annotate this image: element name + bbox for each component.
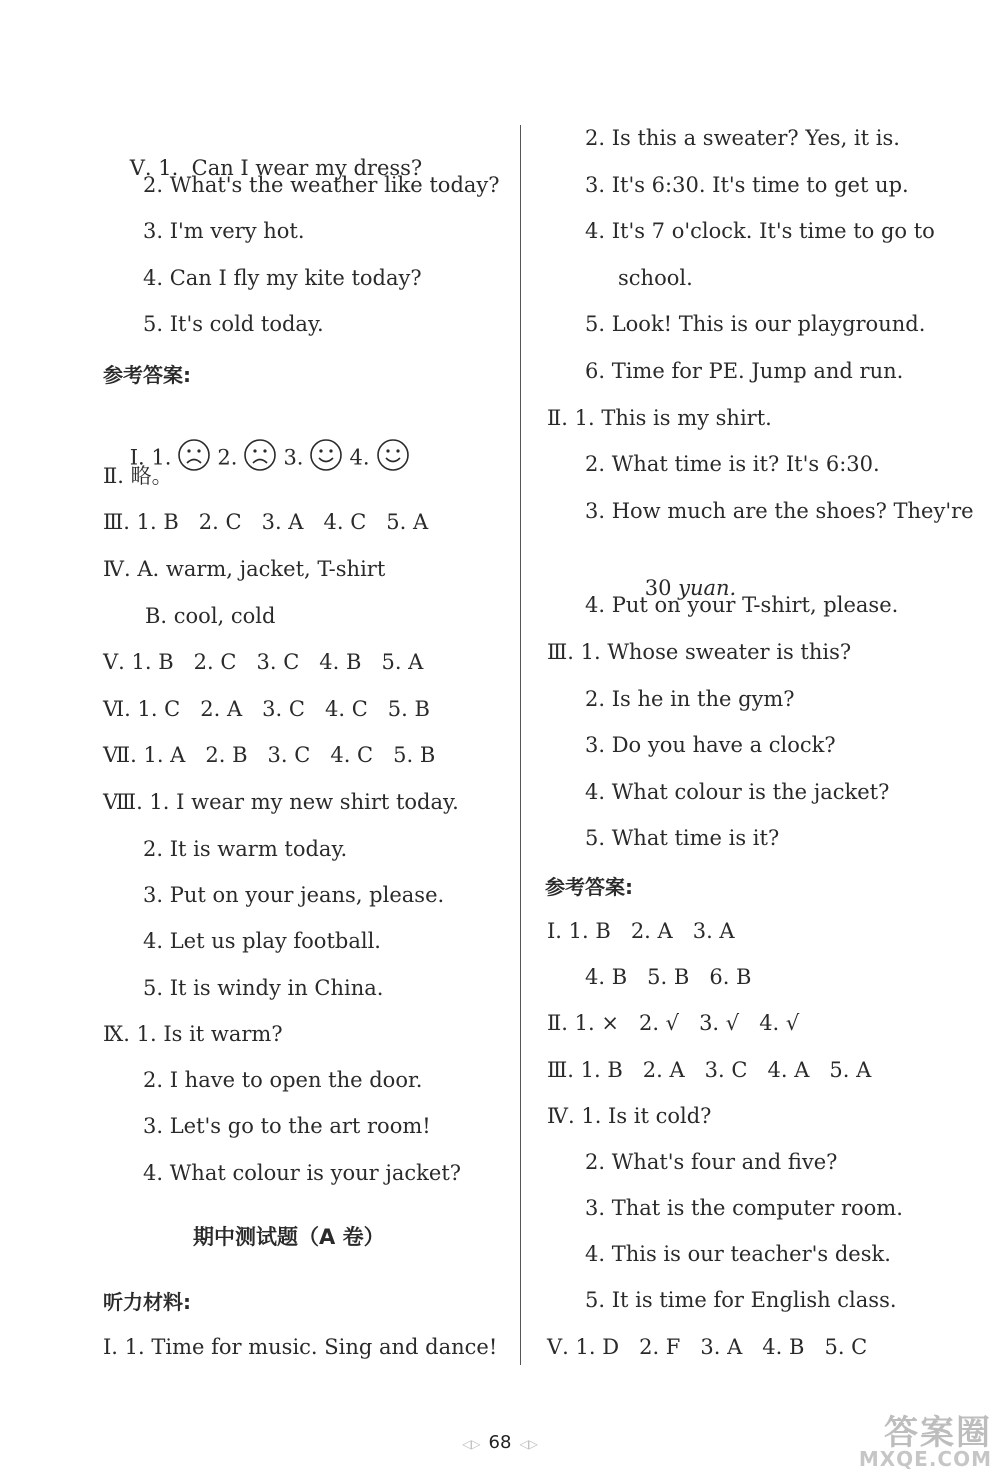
- right-ii-2: 2. What time is it? It's 6:30.: [585, 452, 880, 476]
- page-number-value: 68: [488, 1432, 512, 1453]
- left-v-4: 4. Can I fly my kite today?: [143, 266, 422, 290]
- right-answer-i-2: 4. B 5. B 6. B: [585, 965, 752, 989]
- right-answer-iii: Ⅲ. 1. B 2. A 3. C 4. A 5. A: [547, 1058, 872, 1082]
- left-listening-i-1: Ⅰ. 1. Time for music. Sing and dance!: [103, 1335, 498, 1359]
- right-answer-iv-2: 2. What's four and five?: [585, 1150, 838, 1174]
- sad-face-icon: [177, 438, 211, 480]
- left-answer-viii-1: Ⅷ. 1. I wear my new shirt today.: [103, 790, 459, 814]
- left-answer-viii-5: 5. It is windy in China.: [143, 976, 384, 1000]
- watermark-bottom-text: MXQE.COM: [858, 1447, 992, 1471]
- right-iii-4: 4. What colour is the jacket?: [585, 780, 890, 804]
- left-answer-viii-3: 3. Put on your jeans, please.: [143, 883, 445, 907]
- answer-i-2: 2.: [217, 445, 238, 470]
- right-iii-3: 3. Do you have a clock?: [585, 733, 836, 757]
- right-i-6: 6. Time for PE. Jump and run.: [585, 359, 904, 383]
- answer-i-prefix: Ⅰ. 1.: [129, 445, 172, 470]
- right-ii-4: 4. Put on your T-shirt, please.: [585, 593, 899, 617]
- right-i-2: 2. Is this a sweater? Yes, it is.: [585, 126, 900, 150]
- right-iii-2: 2. Is he in the gym?: [585, 687, 795, 711]
- left-answer-viii-4: 4. Let us play football.: [143, 929, 381, 953]
- column-divider: [520, 125, 521, 1365]
- price-number: 30: [644, 576, 679, 600]
- left-answer-vi: Ⅵ. 1. C 2. A 3. C 4. C 5. B: [103, 697, 430, 721]
- left-answer-i: [103, 408, 416, 510]
- left-answer-ix-4: 4. What colour is your jacket?: [143, 1161, 462, 1185]
- right-answer-iv-5: 5. It is time for English class.: [585, 1288, 897, 1312]
- left-v-5: 5. It's cold today.: [143, 312, 324, 336]
- right-answer-iv-3: 3. That is the computer room.: [585, 1196, 903, 1220]
- left-answer-vii: Ⅶ. 1. A 2. B 3. C 4. C 5. B: [103, 743, 436, 767]
- left-v-3: 3. I'm very hot.: [143, 219, 305, 243]
- watermark-logo: [832, 1405, 992, 1471]
- section-label: Ⅴ. 1.: [129, 156, 179, 180]
- listening-heading: 听力材料:: [103, 1290, 191, 1314]
- right-i-4-cont: school.: [618, 266, 693, 290]
- happy-face-icon: [309, 438, 343, 480]
- left-answer-ix-1: Ⅸ. 1. Is it warm?: [103, 1022, 283, 1046]
- right-i-5: 5. Look! This is our playground.: [585, 312, 926, 336]
- left-answer-ix-2: 2. I have to open the door.: [143, 1068, 423, 1092]
- left-answer-iv-a: Ⅳ. A. warm, jacket, T-shirt: [103, 557, 386, 581]
- happy-face-icon: [376, 438, 410, 480]
- right-ii-3: 3. How much are the shoes? They're: [585, 499, 974, 523]
- right-answer-iv-4: 4. This is our teacher's desk.: [585, 1242, 891, 1266]
- right-iii-5: 5. What time is it?: [585, 826, 780, 850]
- right-iii-1: Ⅲ. 1. Whose sweater is this?: [547, 640, 852, 664]
- left-answer-iv-b: B. cool, cold: [145, 604, 276, 628]
- answer-i-4: 4.: [349, 445, 370, 470]
- watermark-top-text: 答案圈: [884, 1413, 992, 1453]
- left-answer-viii-2: 2. It is warm today.: [143, 837, 348, 861]
- right-answers-heading: 参考答案:: [545, 875, 633, 899]
- sad-face-icon: [243, 438, 277, 480]
- price-unit: yuan.: [678, 576, 737, 600]
- left-answer-v: Ⅴ. 1. B 2. C 3. C 4. B 5. A: [103, 650, 424, 674]
- midterm-title: 期中测试题（A 卷）: [193, 1225, 385, 1249]
- left-v-2: 2. What's the weather like today?: [143, 173, 500, 197]
- right-answer-iv-1: Ⅳ. 1. Is it cold?: [547, 1104, 712, 1128]
- right-i-3: 3. It's 6:30. It's time to get up.: [585, 173, 909, 197]
- answer-i-3: 3.: [283, 445, 304, 470]
- left-answer-ix-3: 3. Let's go to the art room!: [143, 1114, 431, 1138]
- right-answer-v: Ⅴ. 1. D 2. F 3. A 4. B 5. C: [547, 1335, 868, 1359]
- right-i-4: 4. It's 7 o'clock. It's time to go to: [585, 219, 935, 243]
- left-answer-iii: Ⅲ. 1. B 2. C 3. A 4. C 5. A: [103, 510, 429, 534]
- right-answer-ii: Ⅱ. 1. × 2. √ 3. √ 4. √: [547, 1011, 800, 1035]
- right-ii-1: Ⅱ. 1. This is my shirt.: [547, 406, 772, 430]
- left-answer-ii: Ⅱ. 略。: [103, 464, 173, 488]
- page-number-deco-left: ◁▷: [462, 1437, 481, 1451]
- item-text: Can I wear my dress?: [191, 156, 423, 180]
- left-answers-heading: 参考答案:: [103, 363, 191, 387]
- right-answer-i-1: Ⅰ. 1. B 2. A 3. A: [547, 919, 735, 943]
- page-number-deco-right: ◁▷: [519, 1437, 538, 1451]
